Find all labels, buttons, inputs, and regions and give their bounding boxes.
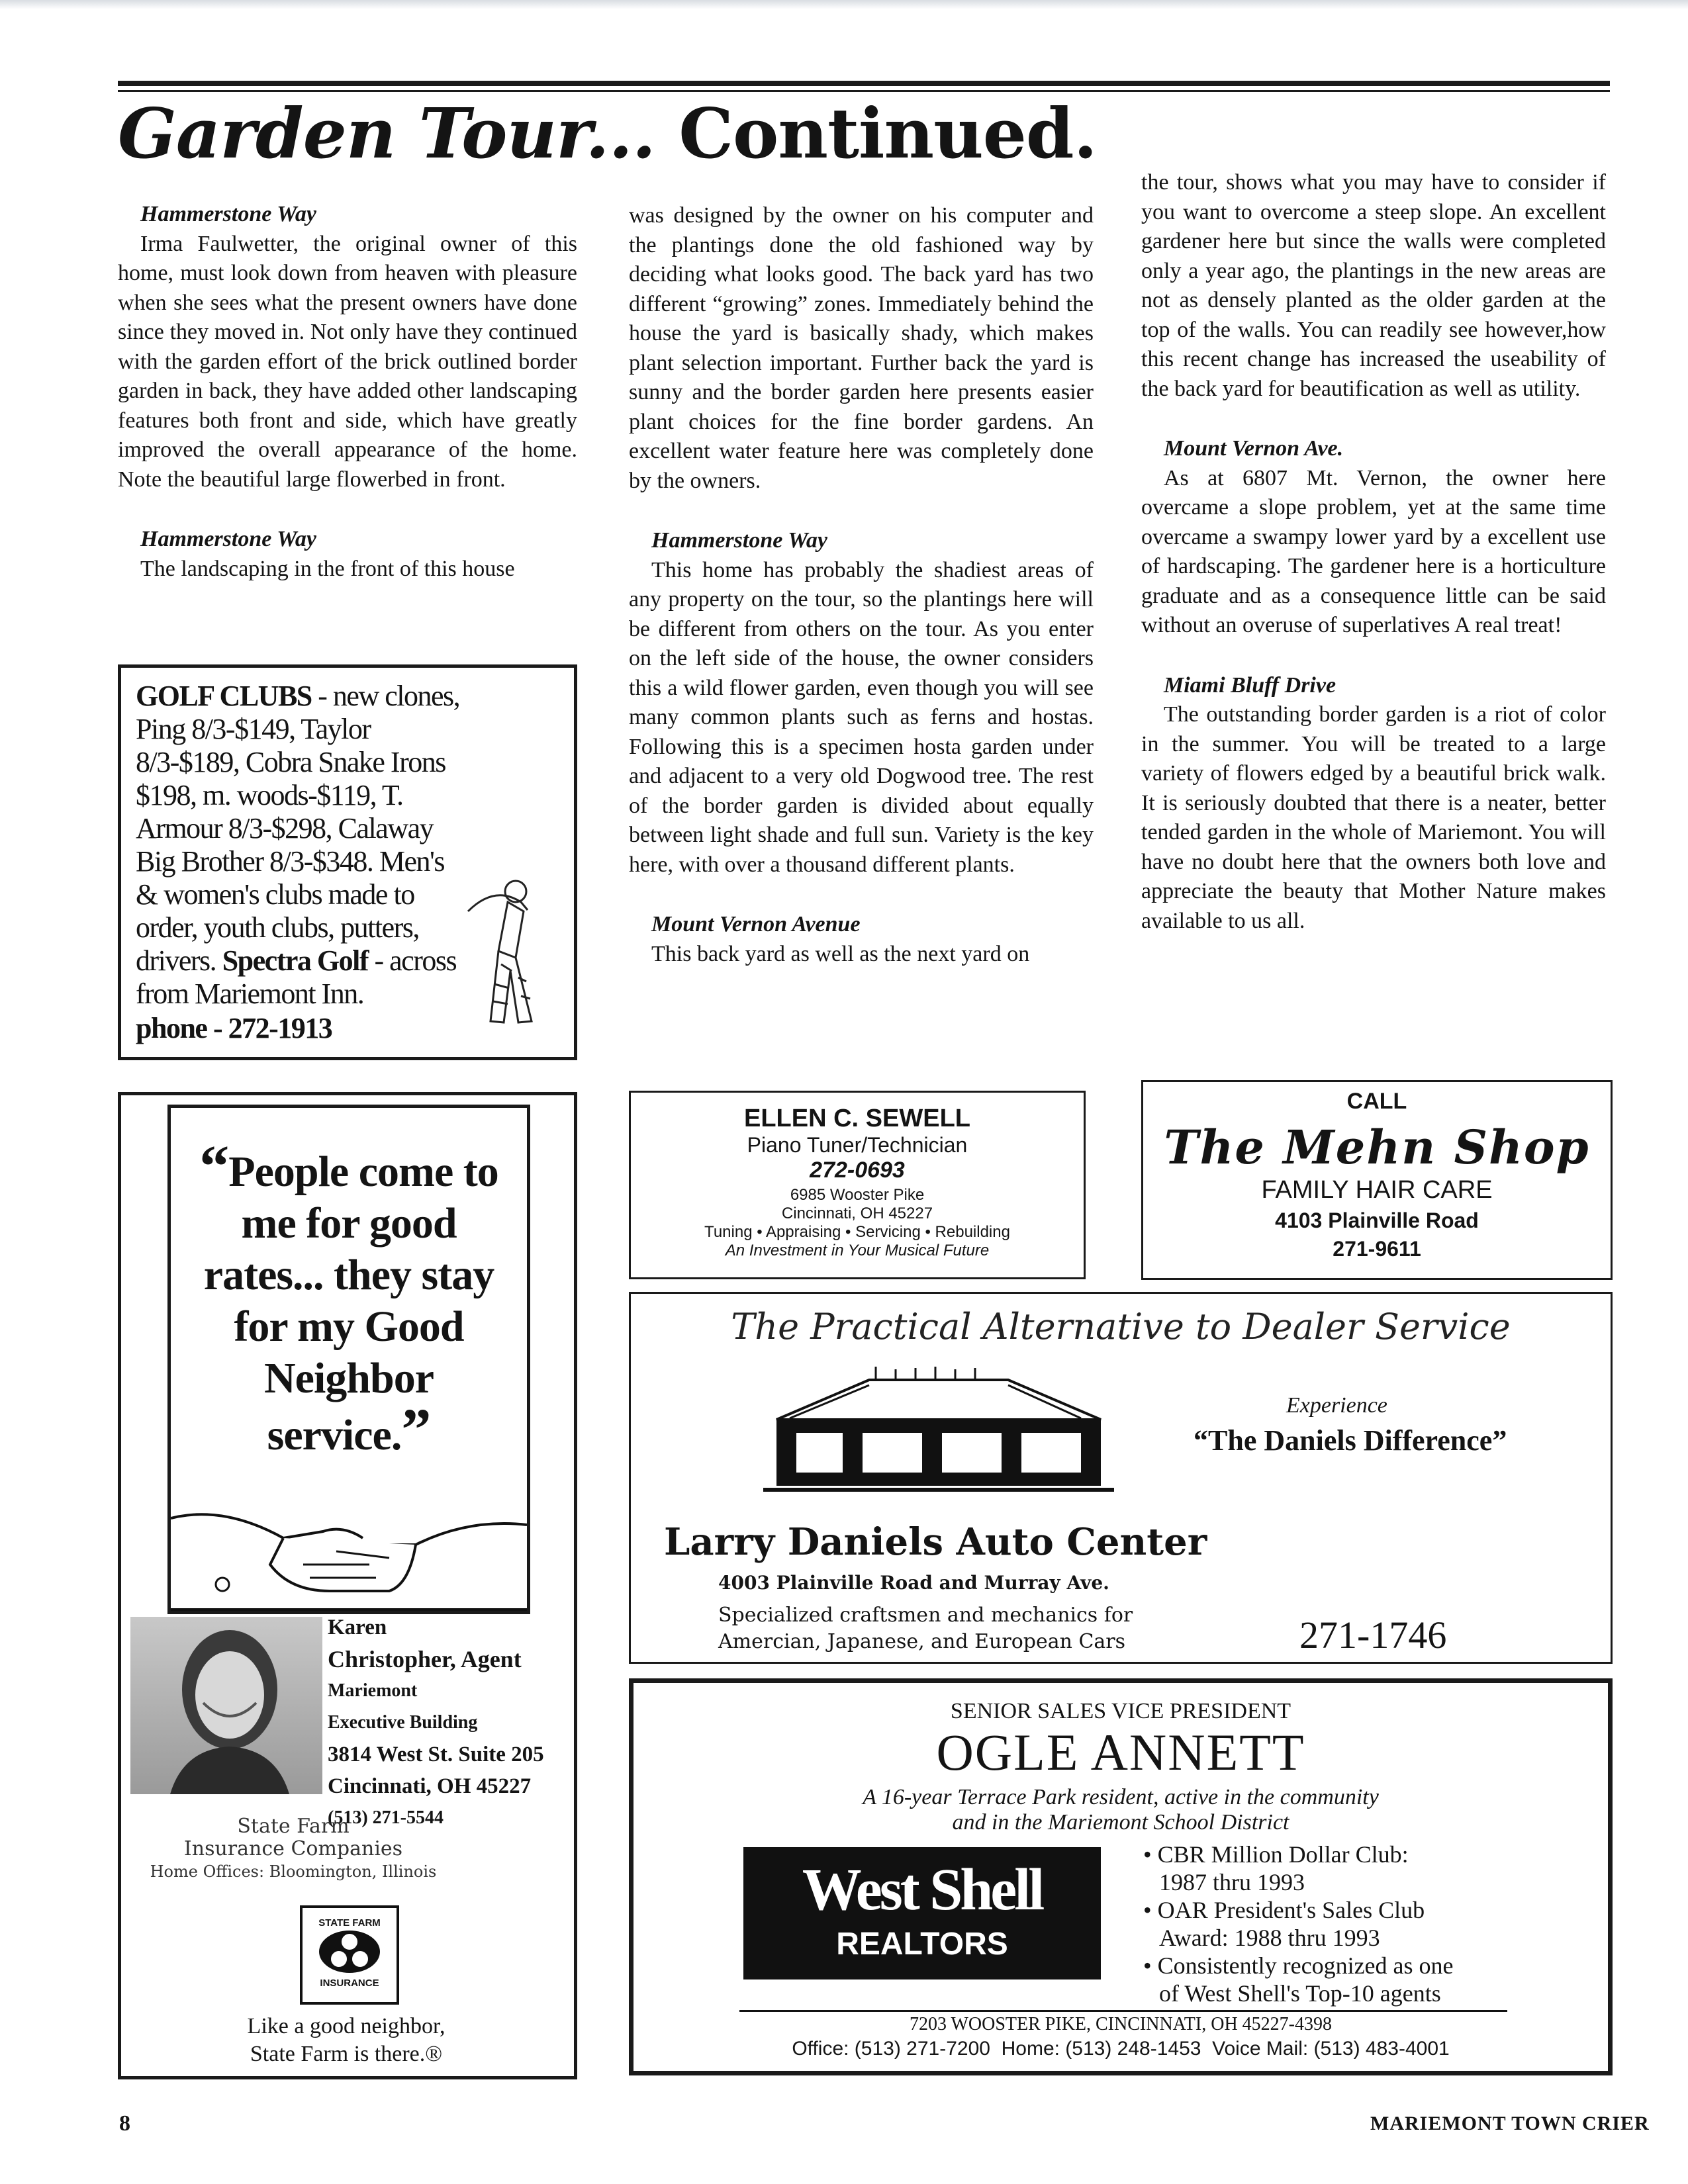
- page-headline: [118, 93, 1097, 174]
- agent-city: Cincinnati, OH 45227: [328, 1774, 532, 1798]
- subhead: Hammerstone Way: [651, 528, 828, 553]
- publication-name: MARIEMONT TOWN CRIER: [1370, 2113, 1650, 2134]
- slogan: [121, 2013, 571, 2068]
- subhead: Mount Vernon Avenue: [651, 912, 861, 936]
- article-column-3: [1141, 168, 1606, 936]
- salon-call: CALL: [1346, 1089, 1407, 1114]
- auto-center-building: [750, 1367, 1121, 1499]
- bullet-item-cont: of West Shell's Top-10 agents: [1159, 1980, 1441, 2007]
- agent-portrait: [130, 1617, 322, 1794]
- company-block: [121, 1815, 465, 1883]
- bullet-item-cont: 1987 thru 1993: [1159, 1869, 1305, 1895]
- state-farm-ad: [118, 1092, 577, 2079]
- handshake-illustration: [171, 1492, 527, 1611]
- slogan-line-2: State Farm is there.®: [250, 2042, 443, 2066]
- home-offices: Home Offices: Bloomington, Illinois: [150, 1862, 437, 1881]
- agent-building: Executive Building: [328, 1712, 478, 1733]
- bullet-text: CBR Million Dollar Club:: [1157, 1841, 1409, 1868]
- golf-ad-body: - new clones, Ping 8/3-$149, Taylor 8/3-$189, Cobra Snake Irons $198, m. woods-$119, T. Armour 8/3-$298, Calaway Big Brother 8/3-$348. Men's & women's clubs made to order, youth clubs, putters, drivers.: [136, 680, 460, 977]
- realtor-bio-1: A 16-year Terrace Park resident, active in the community: [863, 1785, 1379, 1809]
- realtor-bullets: [1143, 1841, 1514, 2007]
- west-shell-logo: [743, 1847, 1101, 1979]
- headline-italic: Garden Tour...: [118, 93, 656, 174]
- paragraph: This back yard as well as the next yard on: [651, 941, 1030, 966]
- agent-street: 3814 West St. Suite 205: [328, 1743, 544, 1766]
- agent-first-name: Karen: [328, 1615, 387, 1639]
- auto-specialty-1: Specialized craftsmen and mechanics for: [718, 1604, 1133, 1627]
- auto-difference: “The Daniels Difference”: [1194, 1424, 1507, 1457]
- realtor-bio-2: and in the Mariemont School District: [952, 1810, 1289, 1835]
- bullet-text: Consistently recognized as one: [1157, 1952, 1454, 1979]
- tuner-name: ELLEN C. SEWELL: [744, 1105, 970, 1132]
- realtor-address: 7203 WOOSTER PIKE, CINCINNATI, OH 45227-4398: [909, 2014, 1332, 2034]
- golfer-illustration: [455, 872, 554, 1030]
- agent-phone: (513) 271-5544: [328, 1807, 444, 1828]
- auto-phone: 271-1746: [1299, 1614, 1447, 1657]
- auto-center-ad: [629, 1292, 1613, 1664]
- golf-clubs-ad: [118, 664, 577, 1060]
- logo-wordmark: West Shell: [802, 1857, 1043, 1923]
- tuner-tagline: An Investment in Your Musical Future: [725, 1242, 990, 1259]
- subhead: Miami Bluff Drive: [1164, 672, 1336, 698]
- scan-top-edge: [0, 0, 1688, 9]
- bullet-item: • CBR Million Dollar Club:: [1143, 1841, 1409, 1868]
- slogan-line-1: Like a good neighbor,: [247, 2014, 445, 2038]
- paragraph: The outstanding border garden is a riot of color in the summer. You will be treated to a large variety of flowers edged by a beautiful brick walk. It is seriously doubted that there is a neater, better tended garden in the whole of Mariemont. You will have no doubt here that the owners both love and appreciate the beauty that Mother Nature makes available to us all.: [1141, 702, 1606, 933]
- auto-experience: Experience: [1286, 1393, 1387, 1418]
- salon-address: 4103 Plainville Road: [1275, 1208, 1479, 1232]
- auto-headline: The Practical Alternative to Dealer Service: [731, 1306, 1511, 1347]
- auto-center-name: Larry Daniels Auto Center: [664, 1520, 1207, 1564]
- realtor-contact: Office: (513) 271-7200 Home: (513) 248-1453 Voice Mail: (513) 483-4001: [792, 2038, 1450, 2060]
- quote-panel: [167, 1105, 530, 1614]
- subhead: Mount Vernon Ave.: [1164, 436, 1344, 461]
- quote-text: People come to me for good rates... they stay for my Good Neighbor service.: [203, 1148, 498, 1459]
- salon-subtitle: FAMILY HAIR CARE: [1261, 1176, 1493, 1204]
- three-ovals-icon: [316, 1929, 383, 1975]
- header-rule-thin: [118, 90, 1610, 92]
- golf-ad-text: [136, 680, 467, 1045]
- headline-bold: Continued.: [679, 93, 1097, 174]
- tuner-phone: 272-0693: [810, 1158, 905, 1183]
- agent-title: Christopher, Agent: [328, 1646, 522, 1672]
- auto-specialty-2: Amercian, Japanese, and European Cars: [718, 1630, 1126, 1653]
- company-subname: Insurance Companies: [183, 1837, 403, 1860]
- realtor-name: OGLE ANNETT: [936, 1723, 1305, 1781]
- bullet-item: • Consistently recognized as one: [1143, 1952, 1454, 1979]
- realtor-bio: [633, 1785, 1608, 1835]
- hair-salon-ad: [1141, 1080, 1613, 1280]
- subhead: Hammerstone Way: [140, 202, 317, 226]
- quote-text-block: [171, 1134, 527, 1463]
- golf-ad-lead: GOLF CLUBS: [136, 680, 312, 712]
- piano-tuner-ad: [629, 1091, 1086, 1279]
- paragraph: Irma Faulwetter, the original owner of this home, must look down from heaven with pleasure when she sees what the present owners have done since they moved in. Not only have they continued with the garden effort of the brick outlined border garden in back, they have added other landscaping features both front and side, which have greatly improved the overall appearance of the home. Note the beautiful large flowerbed in front.: [118, 231, 577, 492]
- auto-specialty: [718, 1602, 1133, 1655]
- subhead: Hammerstone Way: [140, 527, 317, 551]
- paragraph: The landscaping in the front of this house: [140, 556, 515, 581]
- tuner-services: Tuning • Appraising • Servicing • Rebuilding: [704, 1223, 1010, 1241]
- tuner-address-1: 6985 Wooster Pike: [790, 1186, 925, 1204]
- bullet-item: • OAR President's Sales Club: [1143, 1897, 1425, 1923]
- realtor-ad: [629, 1678, 1613, 2075]
- golf-ad-phone: phone - 272-1913: [136, 1012, 332, 1044]
- auto-address: 4003 Plainville Road and Murray Ave.: [718, 1572, 1109, 1594]
- quote-open-mark: “: [199, 1134, 229, 1199]
- paragraph: This home has probably the shadiest areas of any property on the tour, so the plantings here will be different from others on the tour. As you enter on the left side of the house, the owner considers this a wild flower garden, even though you will see many common plants such as ferns and hostas. Following this is a specimen hosta garden under and adjacent to a very old Dogwood tree. The rest of the border garden is divided about equally between light shade and full sun. Variety is the key here, with over a thousand different plants.: [629, 557, 1094, 877]
- logo-realtors: REALTORS: [836, 1927, 1008, 1962]
- paragraph: As at 6807 Mt. Vernon, the owner here overcame a slope problem, yet at the same time overcame a swampy lower yard by a excellent use of hardscaping. The gardener here is a horticulture graduate and as a consequence little can be said without an overuse of superlatives A real treat!: [1141, 465, 1606, 637]
- golf-ad-shop-location: - across from Mariemont Inn.: [136, 944, 457, 1010]
- salon-name: The Mehn Shop: [1164, 1120, 1590, 1175]
- ad-quote: [171, 1134, 527, 1463]
- agent-photo: [130, 1617, 322, 1794]
- bullet-text: OAR President's Sales Club: [1157, 1897, 1425, 1923]
- paragraph: the tour, shows what you may have to consider if you want to overcome a steep slope. An excellent gardener here but since the walls were completed only a year ago, the plantings in the new areas are not as densely planted as the older garden at the top of the walls. You can readily see however,how this recent change has increased the useability of the back yard for beautification as well as utility.: [1141, 170, 1606, 401]
- bullet-item-cont: Award: 1988 thru 1993: [1159, 1925, 1380, 1951]
- tuner-address-2: Cincinnati, OH 45227: [781, 1205, 933, 1222]
- tuner-title: Piano Tuner/Technician: [747, 1133, 968, 1157]
- realtor-title: SENIOR SALES VICE PRESIDENT: [950, 1699, 1291, 1723]
- salon-phone: 271-9611: [1333, 1237, 1421, 1261]
- header-rule-thick: [118, 81, 1610, 86]
- logo-bottom-text: INSURANCE: [320, 1978, 379, 1989]
- agent-town: Mariemont: [328, 1680, 418, 1701]
- company-name: State Farm: [237, 1815, 350, 1838]
- article-column-1: [118, 200, 577, 584]
- logo-top-text: STATE FARM: [318, 1917, 381, 1929]
- state-farm-logo: [300, 1905, 399, 2005]
- article-column-2: [629, 201, 1094, 969]
- page-number: 8: [119, 2111, 130, 2136]
- realtor-divider: [739, 2010, 1507, 2012]
- golf-ad-shop: Spectra Golf: [222, 944, 368, 977]
- agent-details: [328, 1612, 579, 1834]
- quote-close-mark: ”: [401, 1397, 431, 1463]
- paragraph: was designed by the owner on his computer and the plantings done the old fashioned way by deciding what looks good. The back yard has two different “growing” zones. Immediately behind the house the yard is basically shady, which makes plant selection important. Further back the yard is sunny and the border garden here presents easier plant choices for the fine border gardens. An excellent water feature here was completely done by the owners.: [629, 203, 1094, 493]
